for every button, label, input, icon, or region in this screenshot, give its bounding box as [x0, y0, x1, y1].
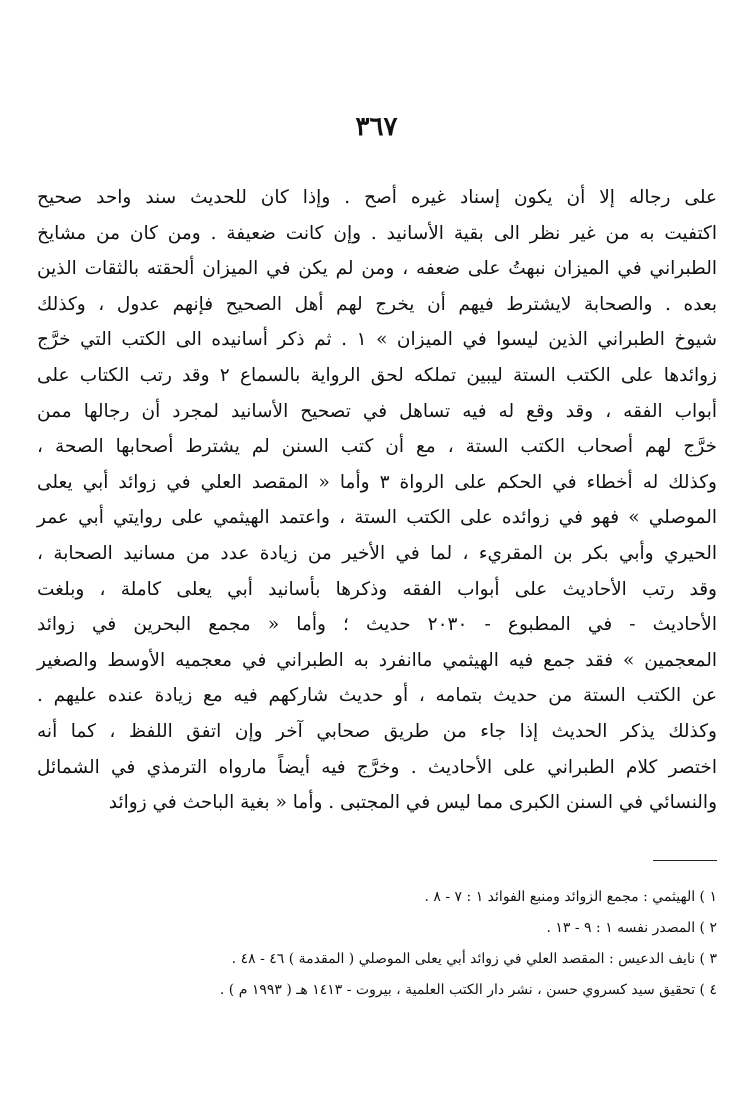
- text-line: خرَّج لهم أصحاب الكتب الستة ، مع أن كتب السنن لم يشترط أصحابها الصحة ،: [37, 436, 717, 458]
- text-line: المعجمين » فقد جمع فيه الهيثمي ماانفرد به الطبراني في معجميه الأوسط والصغير: [37, 649, 717, 671]
- footnotes: [37, 882, 717, 1006]
- text-line: عن الكتب الستة من حديث بتمامه ، أو حديث شاركهم فيه مع زيادة عنده عليهم .: [37, 685, 717, 707]
- text-line: الأحاديث - في المطبوع - ٢٠٣٠ حديث ؛ وأما « مجمع البحرين في زوائد: [37, 614, 718, 636]
- text-line: على رجاله إلا أن يكون إسناد غيره أصح . وإذا كان للحديث سند واحد صحيح: [37, 187, 717, 208]
- text-line: الطبراني في الميزان نبهتُ على ضعفه ، ومن لم يكن في الميزان ألحقته بالثقات الذين: [37, 258, 717, 280]
- page-number: ٣٦٧: [355, 112, 398, 142]
- text-line: الحيري وأبي بكر بن المقريء ، لما في الأخير من زيادة عدد من مسانيد الصحابة ،: [37, 542, 717, 564]
- footnote: ٤ ) تحقيق سيد كسروي حسن ، نشر دار الكتب العلمية ، بيروت - ١٤١٣ هـ ( ١٩٩٣ م ) .: [219, 982, 717, 998]
- text-line: بعده . والصحابة لايشترط فيهم أن يخرج لهم أهل الصحيح فإنهم عدول ، وكذلك: [37, 293, 717, 315]
- footnote-separator: [653, 860, 717, 861]
- footnote: ١ ) الهيثمي : مجمع الزوائد ومنبع الفوائد ١ : ٧ - ٨ .: [424, 889, 717, 905]
- text-line: وكذلك يذكر الحديث إذا جاء من طريق صحابي آخر وإن اتفق اللفظ ، كما أنه: [37, 720, 717, 742]
- footnote: ٣ ) نايف الدعيس : المقصد العلي في زوائد أبي يعلى الموصلي ( المقدمة ) ٤٦ - ٤٨ .: [231, 951, 717, 967]
- text-line: اختصر كلام الطبراني على الأحاديث . وخرَّج فيه أيضاً مارواه الترمذي في الشمائل: [37, 756, 717, 778]
- text-line: اكتفيت به من غير نظر الى بقية الأسانيد . وإن كانت ضعيفة . ومن كان من مشايخ: [37, 222, 717, 244]
- text-line: وقد رتب الأحاديث على أبواب الفقه وذكرها بأسانيد أبي يعلى كاملة ، وبلغت: [37, 578, 717, 600]
- text-line: زوائدها على الكتب الستة ليبين تملكه لحق الرواية بالسماع ٢ وقد رتب الكتاب على: [37, 364, 717, 386]
- text-line: الموصلي » فهو في زوائده على الكتب الستة ، واعتمد الهيثمي على روايتي أبي عمر: [37, 507, 717, 529]
- text-line: وكذلك له أخطاء في الحكم على الرواة ٣ وأما « المقصد العلي في زوائد أبي يعلى: [37, 471, 717, 493]
- body-text: [37, 180, 717, 821]
- text-line: شيوخ الطبراني الذين ليسوا في الميزان » ١ . ثم ذكر أسانيده الى الكتب التي خرَّج: [37, 329, 718, 351]
- text-line: أبواب الفقه ، وقد وقع له فيه تساهل في تصحيح الأسانيد لمجرد أن رجالها ممن: [37, 400, 718, 422]
- text-line: والنسائي في السنن الكبرى مما ليس في المجتبى . وأما « بغية الباحث في زوائد: [108, 792, 717, 814]
- footnote: ٢ ) المصدر نفسه ١ : ٩ - ١٣ .: [546, 920, 717, 936]
